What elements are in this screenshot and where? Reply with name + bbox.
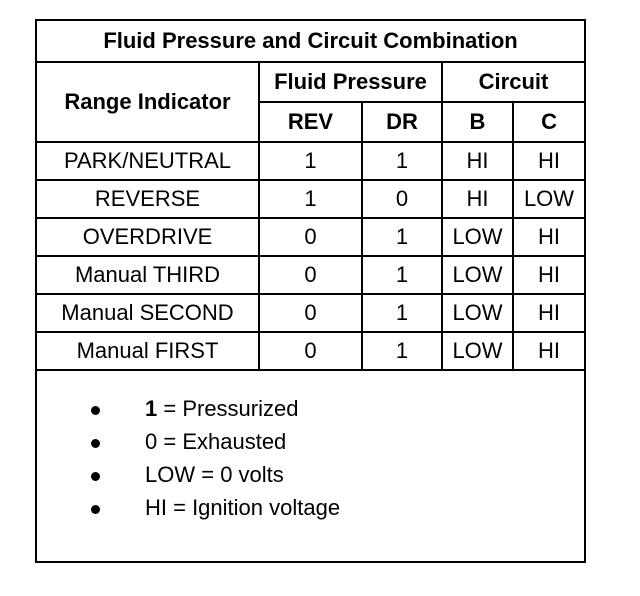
dr-cell: 1 <box>362 332 442 370</box>
circuit-b-cell: LOW <box>442 256 513 294</box>
circuit-c-cell: HI <box>513 218 584 256</box>
range-cell: REVERSE <box>37 180 259 218</box>
range-cell: PARK/NEUTRAL <box>37 142 259 180</box>
dr-header: DR <box>362 102 442 142</box>
rev-cell: 0 <box>259 294 362 332</box>
dr-cell: 1 <box>362 142 442 180</box>
circuit-c-cell: HI <box>513 142 584 180</box>
table-title: Fluid Pressure and Circuit Combination <box>37 21 584 62</box>
range-cell: OVERDRIVE <box>37 218 259 256</box>
circuit-b-cell: HI <box>442 180 513 218</box>
circuit-c-cell: HI <box>513 332 584 370</box>
legend-item <box>89 493 340 523</box>
circuit-b-cell: LOW <box>442 332 513 370</box>
circuit-b-cell: LOW <box>442 294 513 332</box>
circuit-b-cell: LOW <box>442 218 513 256</box>
rev-cell: 0 <box>259 218 362 256</box>
bullet-icon <box>89 493 145 523</box>
legend-key: 1 <box>145 396 158 421</box>
legend-key: 0 <box>145 429 158 454</box>
rev-header: REV <box>259 102 362 142</box>
legend-item <box>89 427 286 457</box>
legend-text: = Ignition voltage <box>167 495 341 520</box>
range-indicator-header: Range Indicator <box>37 62 259 142</box>
circuit-c-cell: LOW <box>513 180 584 218</box>
legend-key: LOW <box>145 462 196 487</box>
legend-text: = Exhausted <box>157 429 287 454</box>
table-row <box>37 256 584 294</box>
circuit-c-cell: HI <box>513 294 584 332</box>
table-row <box>37 294 584 332</box>
legend-item <box>89 394 298 424</box>
circuit-b-cell: HI <box>442 142 513 180</box>
fluid-pressure-header: Fluid Pressure <box>259 62 442 102</box>
bullet-icon <box>89 394 145 424</box>
fluid-pressure-table <box>37 21 584 371</box>
bullet-icon <box>89 427 145 457</box>
circuit-b-header: B <box>442 102 513 142</box>
rev-cell: 0 <box>259 256 362 294</box>
dr-cell: 0 <box>362 180 442 218</box>
table-row <box>37 332 584 370</box>
legend <box>37 386 584 556</box>
table-row <box>37 180 584 218</box>
legend-text: = Pressurized <box>157 396 299 421</box>
dr-cell: 1 <box>362 218 442 256</box>
dr-cell: 1 <box>362 256 442 294</box>
range-cell: Manual THIRD <box>37 256 259 294</box>
range-cell: Manual FIRST <box>37 332 259 370</box>
bullet-icon <box>89 460 145 490</box>
circuit-c-header: C <box>513 102 584 142</box>
rev-cell: 1 <box>259 180 362 218</box>
legend-text: = 0 volts <box>195 462 284 487</box>
range-cell: Manual SECOND <box>37 294 259 332</box>
legend-key: HI <box>145 495 167 520</box>
rev-cell: 1 <box>259 142 362 180</box>
table-row <box>37 218 584 256</box>
rev-cell: 0 <box>259 332 362 370</box>
dr-cell: 1 <box>362 294 442 332</box>
table-frame <box>35 19 586 563</box>
legend-item <box>89 460 284 490</box>
circuit-c-cell: HI <box>513 256 584 294</box>
circuit-header: Circuit <box>442 62 584 102</box>
table-row <box>37 142 584 180</box>
